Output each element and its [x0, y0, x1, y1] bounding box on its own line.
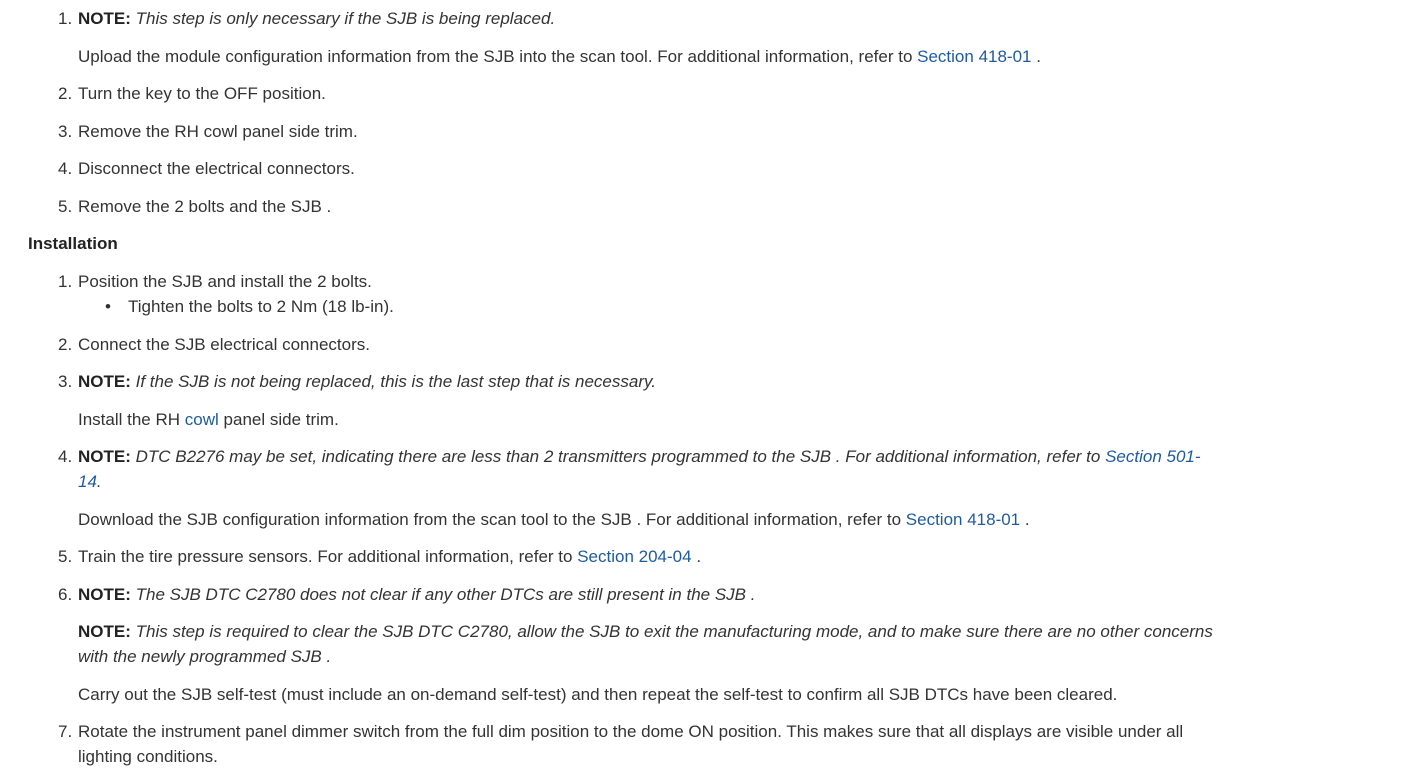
installation-step-2	[0, 332, 1248, 357]
step-body: Install the RH	[78, 409, 181, 429]
step-text: Remove the RH cowl panel side trim.	[78, 121, 358, 141]
step-number: 4.	[58, 447, 73, 466]
step-text: Train the tire pressure sensors. For additional information, refer to	[78, 547, 573, 566]
removal-step-1	[0, 6, 1248, 69]
step-number: 5.	[58, 547, 73, 566]
installation-heading: Installation	[28, 234, 118, 253]
step-text: Rotate the instrument panel dimmer switch from the full dim position to the dome ON position. This makes sure that all displays are visible under all	[78, 722, 1184, 741]
installation-step-4	[0, 444, 1248, 532]
note-text-end: .	[96, 472, 102, 491]
removal-step-2	[0, 81, 1248, 106]
section-link-501-14[interactable]: Section 501-	[1105, 447, 1201, 466]
note-label: NOTE:	[78, 622, 131, 641]
step-body: Carry out the SJB self-test (must include an on-demand self-test) and then repeat the self-test to confirm all SJB DTCs have been cleared.	[78, 684, 1118, 704]
step-text-cont: lighting conditions.	[78, 747, 218, 766]
note-label: NOTE:	[78, 372, 131, 391]
step-body-end: .	[1036, 46, 1041, 66]
step-text: Connect the SJB electrical connectors.	[78, 334, 370, 354]
step-number: 2.	[58, 84, 73, 103]
step-number: 4.	[58, 159, 73, 178]
step-text-end: .	[696, 547, 702, 566]
section-link-501-14-cont[interactable]: 14	[78, 472, 97, 491]
cowl-link[interactable]: cowl	[184, 409, 219, 429]
note-label: NOTE:	[78, 584, 131, 604]
step-body: Download the SJB configuration information from the scan tool to the SJB . For additional information, refer to	[78, 509, 902, 529]
sub-list	[0, 294, 1248, 319]
step-body: Upload the module configuration information from the SJB into the scan tool. For additional information, refer to	[78, 46, 913, 66]
note-text: This step is required to clear the SJB DTC C2780, allow the SJB to exit the manufacturing mode, and to make sure there are no other concerns	[135, 622, 1213, 641]
installation-step-6	[0, 582, 1248, 707]
step-body-end: .	[1024, 509, 1030, 529]
bullet: •	[105, 297, 111, 316]
installation-steps	[0, 269, 1248, 769]
step-text: Position the SJB and install the 2 bolts.	[78, 272, 372, 291]
note-text: The SJB DTC C2780 does not clear if any other DTCs are still present in the SJB .	[135, 584, 756, 604]
section-link-204-04[interactable]: Section 204-04	[577, 547, 692, 566]
step-number: 3.	[58, 121, 73, 141]
sub-list-item	[0, 294, 1248, 319]
step-body-end: panel side trim.	[223, 409, 339, 429]
removal-step-3	[0, 119, 1248, 144]
note-text: DTC B2276 may be set, indicating there are less than 2 transmitters programmed to the SJB . For additional information, refer to	[135, 447, 1101, 466]
note-text: This step is only necessary if the SJB is being replaced.	[135, 9, 556, 28]
installation-step-3	[0, 369, 1248, 432]
section-link-418-01[interactable]: Section 418-01	[905, 509, 1021, 529]
installation-step-5	[0, 544, 1248, 569]
step-number: 1.	[58, 272, 73, 291]
step-number: 2.	[58, 334, 73, 354]
note-text: If the SJB is not being replaced, this is the last step that is necessary.	[135, 372, 656, 391]
step-number: 1.	[58, 9, 73, 28]
removal-step-4	[0, 156, 1248, 181]
step-number: 3.	[58, 372, 73, 391]
torque-spec: Tighten the bolts to 2 Nm (18 lb-in).	[128, 297, 394, 316]
installation-step-7	[0, 719, 1248, 769]
step-text: Disconnect the electrical connectors.	[78, 159, 355, 178]
section-link-418-01[interactable]: Section 418-01	[917, 46, 1032, 66]
note-label: NOTE:	[78, 9, 131, 28]
step-number: 7.	[58, 722, 73, 741]
step-number: 6.	[58, 584, 73, 604]
removal-steps	[0, 6, 1248, 219]
note-label: NOTE:	[78, 447, 131, 466]
step-number: 5.	[58, 196, 73, 216]
step-text: Turn the key to the OFF position.	[78, 84, 326, 103]
step-text: Remove the 2 bolts and the SJB .	[78, 196, 332, 216]
installation-step-1	[0, 269, 1248, 319]
note-text-cont: with the newly programmed SJB .	[78, 647, 332, 666]
removal-step-5	[0, 194, 1248, 219]
